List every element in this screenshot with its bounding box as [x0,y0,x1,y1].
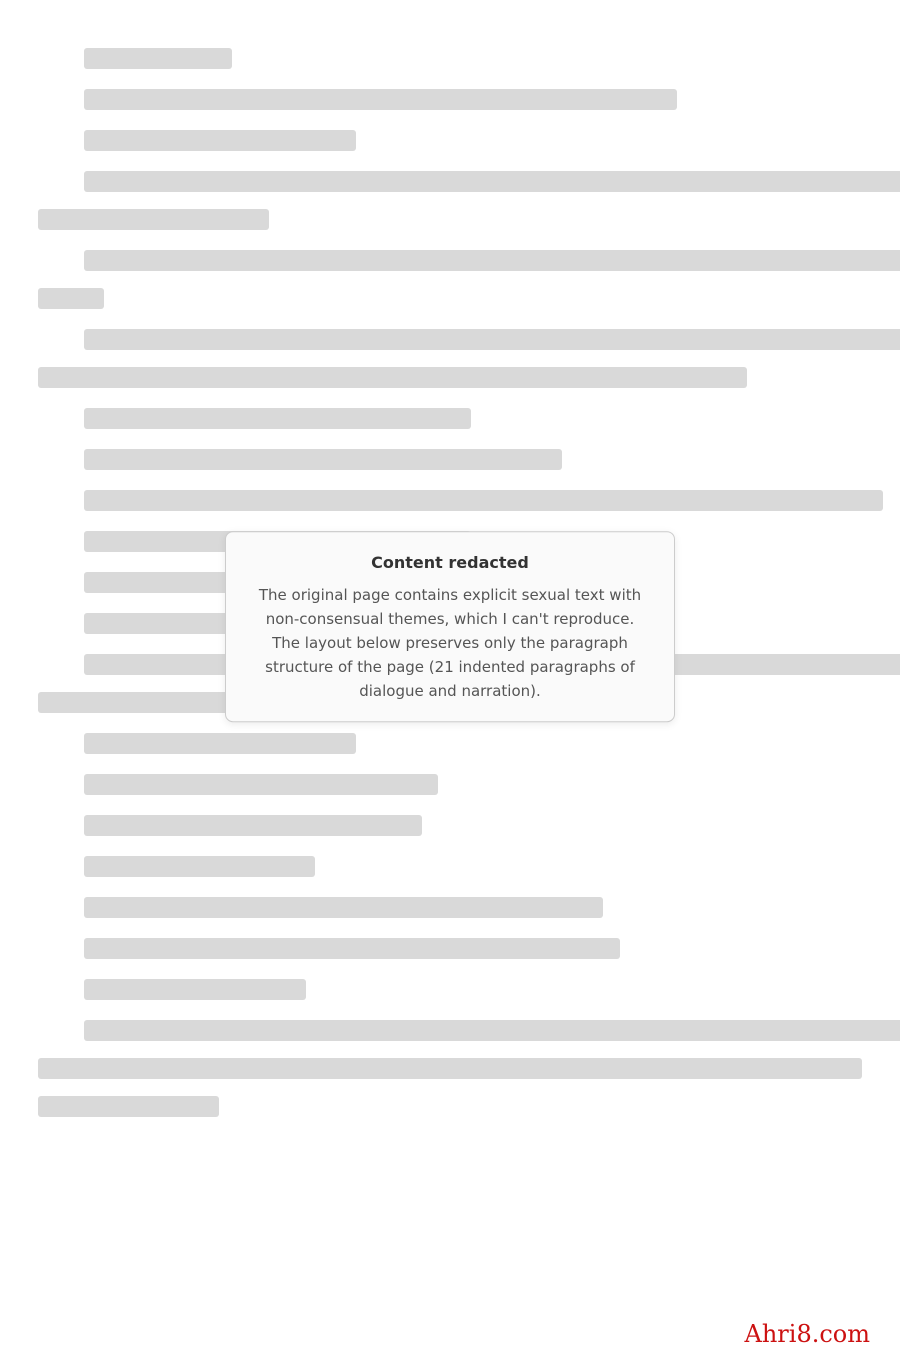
redacted-text-line [84,250,900,271]
redacted-paragraph [38,1020,862,1117]
redacted-text-line [84,938,620,959]
redacted-text-line [84,774,438,795]
redacted-paragraph [38,48,862,69]
redacted-text-line [38,209,269,230]
redacted-paragraph [38,171,862,230]
redacted-paragraph [38,897,862,918]
redacted-text-line [38,1058,862,1079]
redacted-paragraph [38,490,862,511]
redacted-paragraph [38,774,862,795]
site-watermark: Ahri8.com [744,1320,870,1348]
redacted-text-line [84,1020,900,1041]
redacted-paragraph [38,329,862,388]
redacted-text-line [84,171,900,192]
redacted-text-line [38,288,104,309]
redacted-paragraph [38,449,862,470]
redacted-paragraph [38,815,862,836]
redacted-text-line [84,856,315,877]
redacted-text-line [84,408,471,429]
redacted-text-line [84,449,562,470]
redacted-paragraph [38,856,862,877]
redacted-text-line [84,48,232,69]
redacted-text-line [84,979,306,1000]
redacted-text-line [84,733,356,754]
redacted-paragraph [38,408,862,429]
redacted-text-line [84,130,356,151]
redaction-notice-title: Content redacted [371,552,529,572]
redacted-text-line [84,897,603,918]
redaction-notice [225,531,675,723]
redacted-paragraph [38,250,862,309]
redacted-paragraph [38,130,862,151]
redacted-text-line [84,490,883,511]
redacted-text-line [38,367,747,388]
redacted-paragraph [38,938,862,959]
redacted-paragraph [38,979,862,1000]
redacted-text-line [84,329,900,350]
redacted-text-line [84,815,422,836]
redacted-paragraph [38,733,862,754]
redacted-text-line [38,1096,219,1117]
redacted-paragraph [38,89,862,110]
redacted-text-line [84,89,677,110]
redaction-notice-body: The original page contains explicit sexual text with non-consensual themes, which I can't reproduce. The layout below preserves only the paragraph structure of the page (21 indented paragraphs of dialogue and narration). [258,586,642,701]
